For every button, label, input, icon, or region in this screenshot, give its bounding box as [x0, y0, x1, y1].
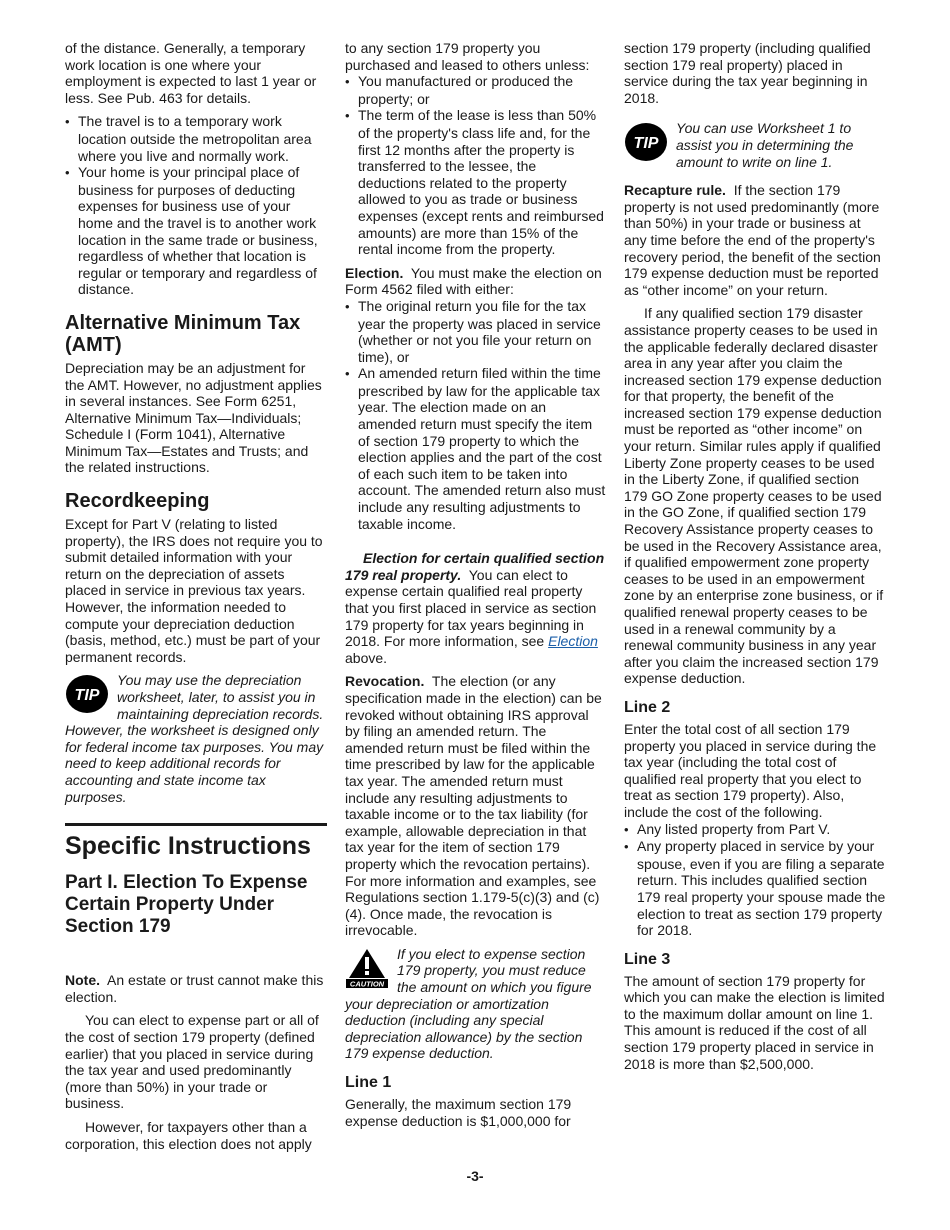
paragraph: Depreciation may be an adjustment for the AMT. However, no adjustment applies in several instances. See Form 6251, Alternative Minimum Tax—Individuals; Schedule I (Form 1041), Alternative Minimum Tax—Estates and Trusts; and the related instructions. [65, 359, 322, 476]
bullet-item: • The travel is to a temporary work location outside the metropolitan area where you live and normally work. [65, 113, 327, 164]
paragraph: Generally, the maximum section 179 expense deduction is $1,000,000 for [345, 1096, 572, 1129]
qualified-property-paragraph [345, 550, 607, 666]
part1-heading: Part I. Election To Expense Certain Property Under Section 179 [65, 872, 308, 938]
line1-heading: Line 1 [345, 1074, 392, 1092]
note-paragraph [65, 972, 327, 1005]
bullet-item: • Your home is your principal place of business for purposes of deducting expenses for business use of your home and the travel is to another work location in the same trade or business, regardless of whether that location is regular or temporary and regardless of distance. [65, 164, 327, 298]
tip-text: You may use the depreciation worksheet, later, to assist you in maintaining depreciation records. However, the worksheet is designed only for federal income tax purposes. You may need to keep additional records for accounting and state income tax purposes. [65, 672, 324, 805]
tip-icon-label: TIP [74, 687, 100, 705]
paragraph: Enter the total cost of all section 179 property you placed in service during the tax year (including the total cost of qualified real property that you elect to treat as section 179 property). Also, include the cost of the following. [624, 720, 877, 820]
bullet-item: • An amended return filed within the time prescribed by law for the applicable tax year. The election made on an amended return must specify the item of section 179 property to which the election applies and the part of the cost of each such item to be taken into account. The amended return also must include any resulting adjustments to taxable income. [345, 365, 607, 532]
note-text: An estate or trust cannot make this election. [65, 972, 324, 1005]
paragraph: If any qualified section 179 disaster assistance property ceases to be used in the applicable federally declared disaster area in any year after you claim the increased section 179 expense deduction for that property, the benefit of the increased section 179 expense deduction must be reported as “other income” on your return. Similar rules apply if qualified Liberty Zone property ceases to be used in the Liberty Zone, if qualified section 179 GO Zone property ceases to be used in the GO Zone, if qualified section 179 Recovery Assistance property ceases to be used in the Recovery Assistance area, if qualified empowerment zone property ceases to be used in an empowerment zone by an enterprise zone business, or if qualified renewal property ceases to be used in a renewal community by a renewal community business in any year after you claim the increased section 179 expense deduction. [624, 305, 884, 687]
paragraph: The amount of section 179 property for which you can make the election is limited to the maximum dollar amount on line 1. This amount is reduced if the cost of all section 179 property placed in service in 2018 is more than $2,500,000. [624, 972, 885, 1072]
bullet-item: • You manufactured or produced the property; or [345, 73, 607, 107]
caution-text: If you elect to expense section 179 property, you must reduce the amount on which you figure your depreciation or amortization deduction (including any special depreciation allowance) by the section 179 expense deduction. [345, 945, 592, 1062]
tip-icon [624, 122, 668, 162]
note-label: Note. [65, 972, 100, 989]
revocation-paragraph [345, 673, 607, 939]
election-paragraph [345, 265, 607, 298]
paragraph: to any section 179 property you purchased and leased to others unless: [345, 40, 590, 73]
tip-icon [65, 674, 109, 714]
qualified-property-label: Election for certain qualified section 179 real property. [345, 550, 605, 583]
qualified-property-tail: above. [345, 649, 388, 666]
tip-text: You can use Worksheet 1 to assist you in determining the amount to write on line 1. [676, 120, 854, 170]
amt-heading: Alternative Minimum Tax (AMT) [65, 311, 301, 356]
paragraph: However, for taxpayers other than a corporation, this election does not apply [65, 1118, 312, 1152]
caution-icon-label: CAUTION [349, 979, 385, 988]
recordkeeping-heading: Recordkeeping [65, 490, 210, 513]
section-rule [65, 823, 327, 860]
tip-callout [624, 120, 886, 170]
caution-callout [345, 946, 607, 1062]
line3-heading: Line 3 [624, 950, 671, 968]
paragraph: of the distance. Generally, a temporary work location is one where your employment is expected to last 1 year or less. See Pub. 463 for details. [65, 40, 317, 106]
recapture-text: If the section 179 property is not used predominantly (more than 50%) in your trade or business at any time before the end of the property's recovery period, the benefit of the section 179 expense deduction must be reported as “other income” on your return. [624, 182, 881, 298]
page-number: -3- [466, 1168, 484, 1184]
election-link[interactable]: Election [548, 633, 598, 650]
column-2 [345, 40, 607, 1136]
bullet-item: • Any property placed in service by your spouse, even if you are filing a separate return. This includes qualified section 179 real property your spouse made the election to treat as section 179 property for 2018. [624, 838, 886, 939]
election-label: Election. [345, 264, 404, 281]
paragraph: section 179 property (including qualified section 179 real property) placed in service during the tax year beginning in 2018. [624, 40, 871, 106]
specific-instructions-heading: Specific Instructions [65, 832, 311, 861]
revocation-text: The election (or any specification made in the election) can be revoked without obtaining IRS approval by filing an amended return. The amended return must be filed within the time prescribed by law for the applicable tax year. The amended return must include any resulting adjustments to taxable income or to the tax liability (for example, allowable depreciation in that tax year for the item of section 179 property which the revocation pertains). For more information and examples, see Regulations section 1.179-5(c)(3) and (c)(4). Once made, the revocation is irrevocable. [345, 673, 602, 939]
recapture-label: Recapture rule. [624, 182, 726, 199]
bullet-item: • Any listed property from Part V. [624, 821, 886, 839]
line2-heading: Line 2 [624, 698, 671, 716]
tip-icon-label: TIP [633, 135, 659, 153]
revocation-label: Revocation. [345, 673, 425, 690]
caution-icon [345, 948, 389, 988]
tip-callout [65, 672, 327, 805]
bullet-item: • The term of the lease is less than 50% of the property's class life and, for the first 12 months after the property is transferred to the lessee, the deductions related to the property allowed to you as trade or business expenses (except rents and reimbursed amounts) are more than 15% of the rental income from the property. [345, 107, 607, 257]
column-1 [65, 40, 327, 1159]
paragraph: You can elect to expense part or all of the cost of section 179 property (defined earlier) that you placed in service during the tax year and used predominantly (more than 50%) in your trade or business. [65, 1012, 319, 1112]
recapture-paragraph [624, 182, 886, 298]
election-text: You must make the election on Form 4562 filed with either: [345, 264, 602, 298]
qualified-property-text: You can elect to expense certain qualified real property that you first placed in service as section 179 property for tax years beginning in 2018. For more information, see [345, 566, 597, 650]
column-3 [624, 40, 886, 1079]
bullet-item: • The original return you file for the tax year the property was placed in service (whether or not you file your return on time), or [345, 298, 607, 365]
paragraph: Except for Part V (relating to listed property), the IRS does not require you to submit detailed information with your return on the depreciation of assets placed in service in previous tax years. However, the information needed to compute your depreciation deduction (basis, method, etc.) must be part of your permanent records. [65, 516, 323, 665]
